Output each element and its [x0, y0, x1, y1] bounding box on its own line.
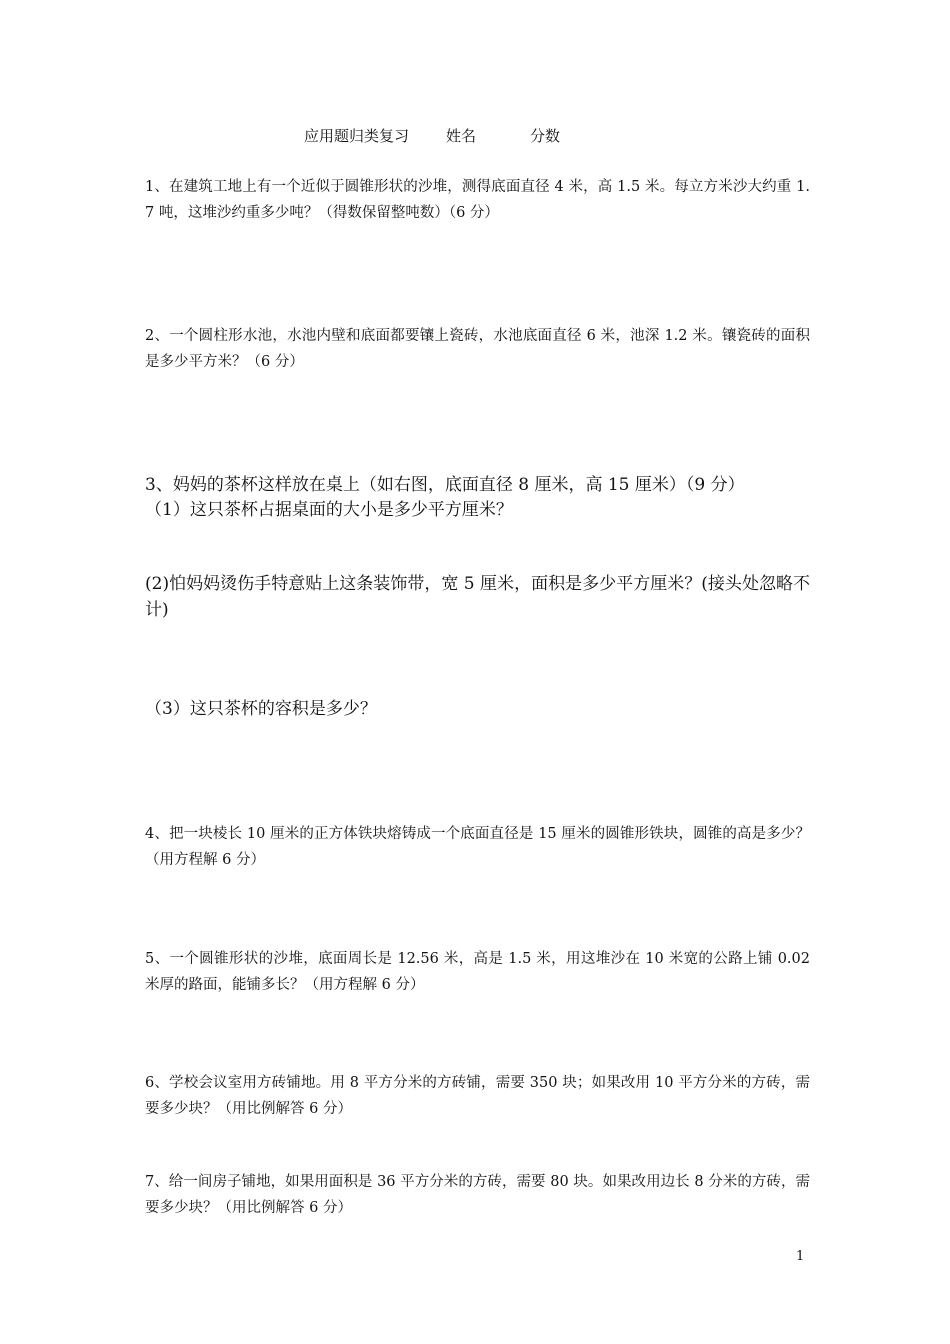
score-label: 分数	[530, 127, 561, 145]
question-4: 4、把一块棱长 10 厘米的正方体铁块熔铸成一个底面直径是 15 厘米的圆锥形铁块，圆锥的高是多少？（用方程解 6 分）	[145, 826, 810, 868]
page-number: 1	[796, 1249, 805, 1264]
question-6: 6、学校会议室用方砖铺地。用 8 平方分米的方砖铺，需要 350 块；如果改用 10 平方分米的方砖，需要多少块？（用比例解答 6 分）	[145, 1075, 810, 1117]
question-5: 5、一个圆锥形状的沙堆，底面周长是 12.56 米，高是 1.5 米，用这堆沙在 10 米宽的公路上铺 0.02 米厚的路面，能铺多长？（用方程解 6 分）	[145, 951, 810, 993]
question-3-part-2: (2)怕妈妈烫伤手特意贴上这条装饰带，宽 5 厘米，面积是多少平方厘米？(接头处忽略不计)	[145, 574, 810, 620]
question-3-part-3: （3）这只茶杯的容积是多少？	[145, 699, 377, 719]
name-label: 姓名	[446, 127, 477, 145]
worksheet-title: 应用题归类复习	[304, 127, 410, 145]
question-7: 7、给一间房子铺地，如果用面积是 36 平方分米的方砖，需要 80 块。如果改用边长 8 分米的方砖，需要多少块？（用比例解答 6 分）	[145, 1174, 810, 1216]
question-2: 2、一个圆柱形水池，水池内壁和底面都要镶上瓷砖，水池底面直径 6 米，池深 1.2 米。镶瓷砖的面积是多少平方米？（6 分）	[145, 328, 810, 370]
question-3-part-1: （1）这只茶杯占据桌面的大小是多少平方厘米？	[145, 500, 513, 520]
question-1: 1、在建筑工地上有一个近似于圆锥形状的沙堆，测得底面直径 4 米，高 1.5 米。每立方米沙大约重 1.7 吨，这堆沙约重多少吨？（得数保留整吨数）（6 分）	[145, 179, 810, 221]
question-3-intro: 3、妈妈的茶杯这样放在桌上（如右图，底面直径 8 厘米，高 15 厘米）（9 分）	[145, 475, 745, 495]
